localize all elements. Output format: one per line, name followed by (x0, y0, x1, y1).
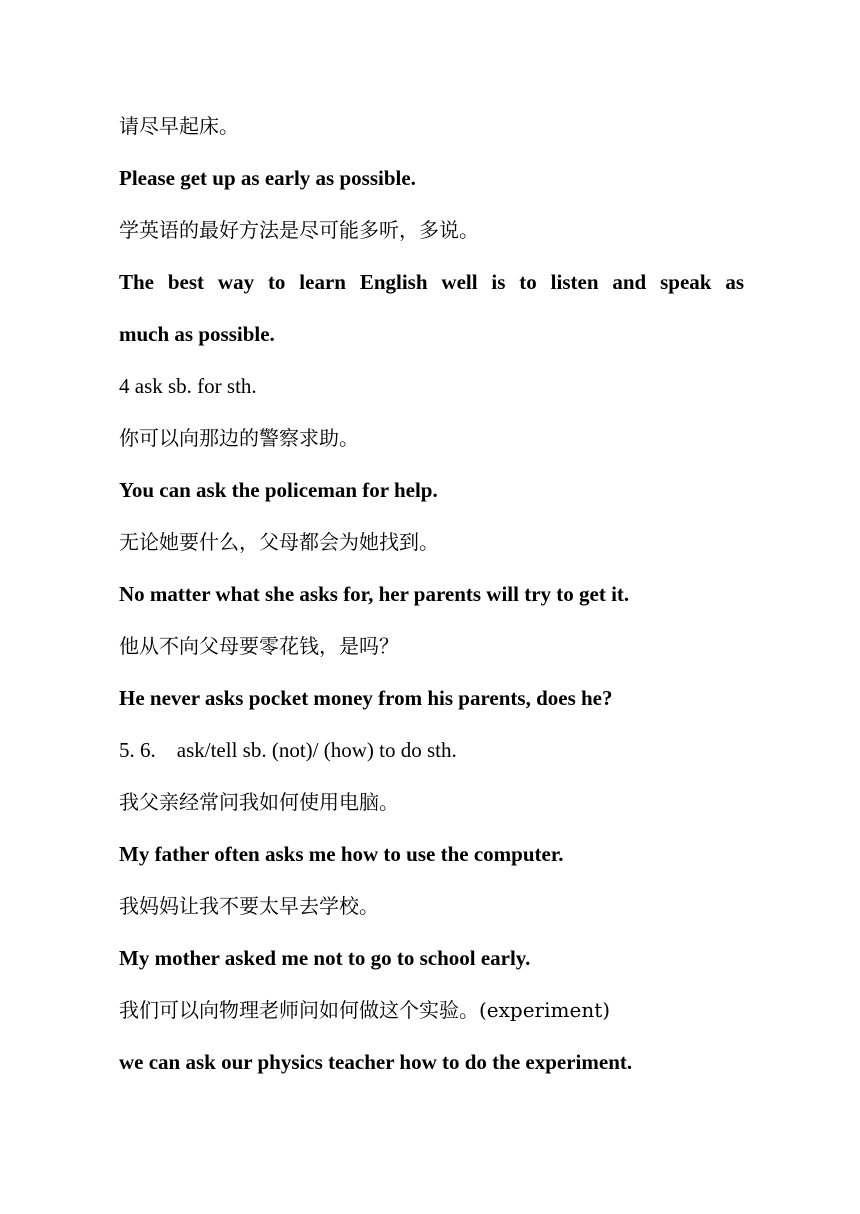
chinese-prompt: 我们可以向物理老师问如何做这个实验。(experiment) (119, 998, 611, 1022)
chinese-prompt: 学英语的最好方法是尽可能多听，多说。 (119, 218, 479, 242)
chinese-prompt: 无论她要什么，父母都会为她找到。 (119, 530, 439, 554)
chinese-prompt: 他从不向父母要零花钱，是吗？ (119, 634, 399, 658)
english-answer: The best way to learn English well is to listen and speak as (119, 270, 744, 294)
english-answer: He never asks pocket money from his parents, does he? (119, 686, 613, 710)
chinese-prompt: 请尽早起床。 (119, 114, 239, 138)
section-heading: 4 ask sb. for sth. (119, 374, 257, 398)
english-answer: Please get up as early as possible. (119, 166, 416, 190)
english-answer: My father often asks me how to use the computer. (119, 842, 564, 866)
english-answer: My mother asked me not to go to school early. (119, 946, 531, 970)
chinese-prompt: 我妈妈让我不要太早去学校。 (119, 894, 379, 918)
english-answer: You can ask the policeman for help. (119, 478, 438, 502)
section-heading: 5. 6. ask/tell sb. (not)/ (how) to do sth. (119, 738, 457, 762)
english-answer: No matter what she asks for, her parents will try to get it. (119, 582, 630, 606)
english-answer: we can ask our physics teacher how to do the experiment. (119, 1050, 633, 1074)
chinese-prompt: 我父亲经常问我如何使用电脑。 (119, 790, 399, 814)
document-body (119, 100, 744, 1088)
english-answer-continued: much as possible. (119, 322, 275, 346)
chinese-prompt: 你可以向那边的警察求助。 (119, 426, 359, 450)
